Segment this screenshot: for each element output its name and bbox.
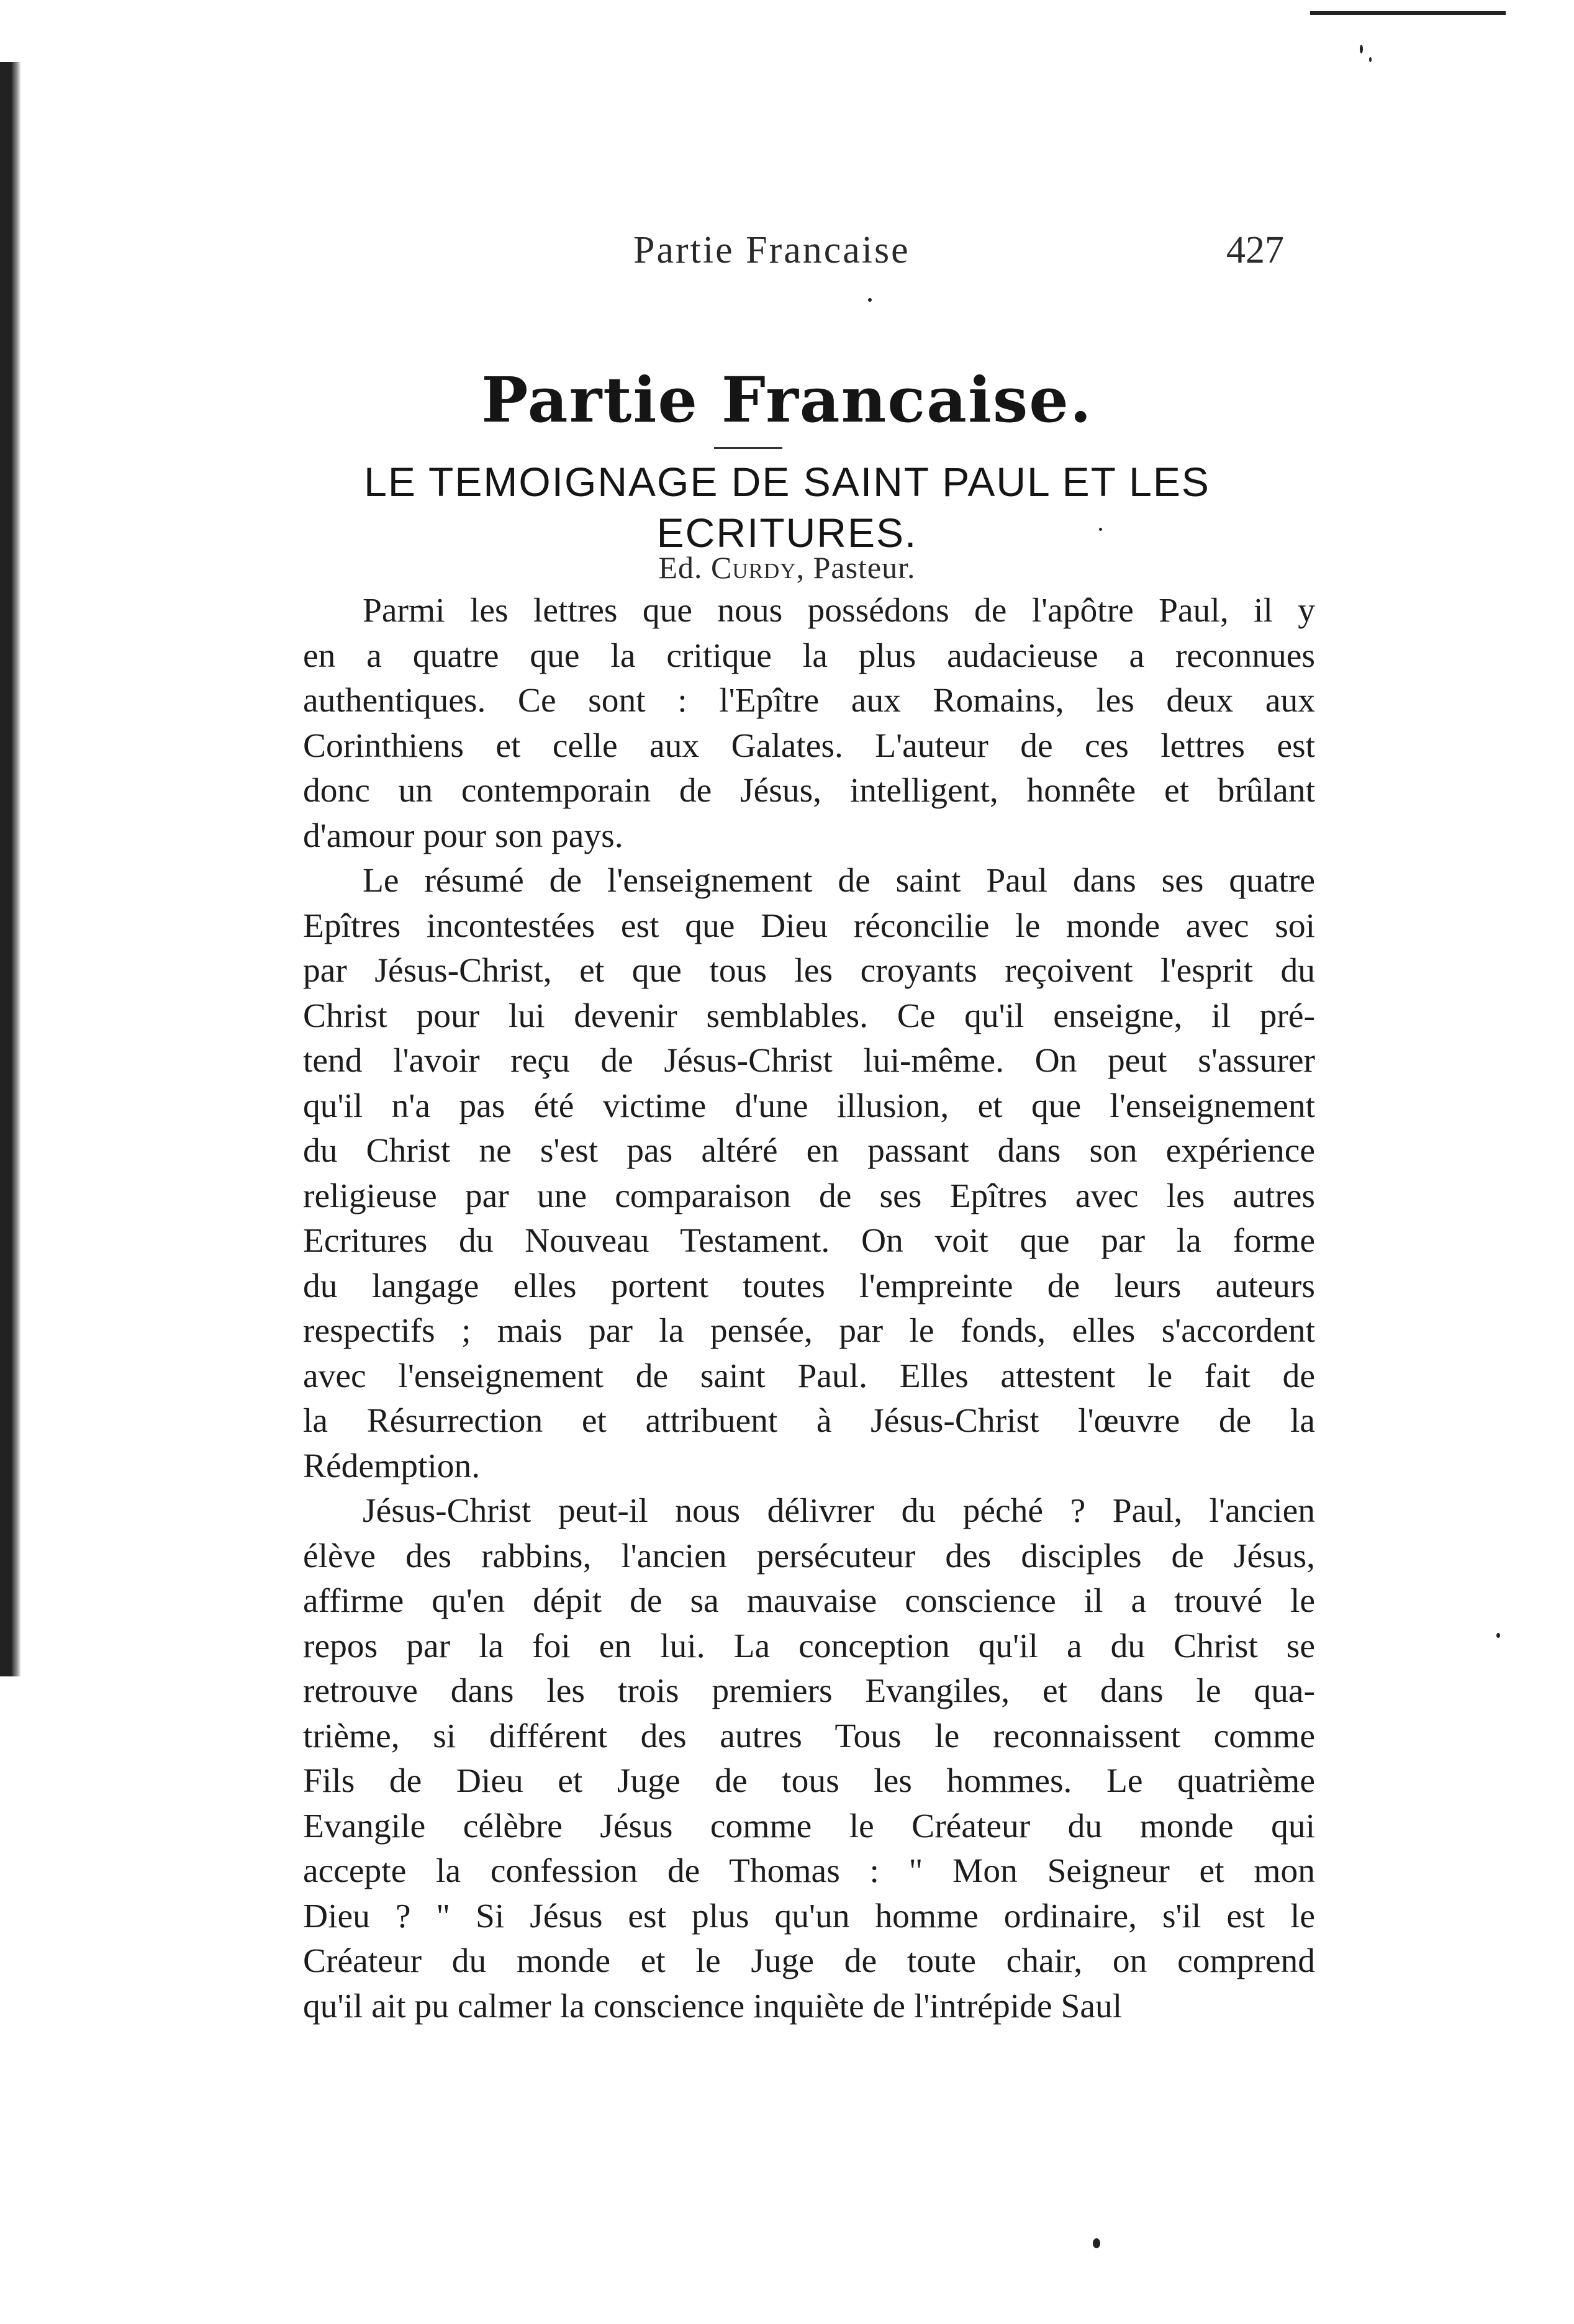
byline-suffix: , Pasteur.	[796, 550, 916, 585]
text-line: religieuse par une comparaison de ses Epîtres avec les autres	[303, 1177, 1315, 1215]
text-line: Epîtres incontestées est que Dieu réconcilie le monde avec soi	[303, 907, 1315, 945]
text-line: d'amour pour son pays.	[303, 816, 623, 855]
text-line: qu'il n'a pas été victime d'une illusion, et que l'enseignement	[303, 1087, 1315, 1125]
running-title: Partie Francaise	[633, 229, 910, 271]
text-line: qu'il ait pu calmer la conscience inquiète de l'intrépide Saul	[303, 1987, 1123, 2025]
text-line: accepte la confession de Thomas : " Mon Seigneur et mon	[303, 1852, 1315, 1890]
scan-speck	[1360, 45, 1363, 53]
text-line: Dieu ? " Si Jésus est plus qu'un homme ordinaire, s'il est le	[303, 1897, 1315, 1935]
text-line: Parmi les lettres que nous possédons de l'apôtre Paul, il y	[363, 592, 1315, 630]
text-line: avec l'enseignement de saint Paul. Elles attestent le fait de	[303, 1357, 1315, 1395]
paragraph	[303, 589, 1315, 859]
text-line: tend l'avoir reçu de Jésus-Christ lui-même. On peut s'assurer	[303, 1042, 1315, 1080]
text-line: par Jésus-Christ, et que tous les croyants reçoivent l'esprit du	[303, 952, 1315, 990]
article-title	[0, 456, 1574, 558]
paragraph	[303, 1489, 1315, 2029]
text-line: affirme qu'en dépit de sa mauvaise conscience il a trouvé le	[303, 1582, 1315, 1620]
text-line: donc un contemporain de Jésus, intelligent, honnête et brûlant	[303, 772, 1315, 810]
text-line: Ecritures du Nouveau Testament. On voit que par la forme	[303, 1222, 1315, 1260]
text-line: Corinthiens et celle aux Galates. L'auteur de ces lettres est	[303, 726, 1315, 765]
article-title-line: LE TEMOIGNAGE DE SAINT PAUL ET LES	[364, 459, 1210, 505]
text-line: trième, si différent des autres Tous le reconnaissent comme	[303, 1717, 1315, 1755]
body-text	[303, 589, 1315, 2029]
text-line: Jésus-Christ peut-il nous délivrer du péché ? Paul, l'ancien	[363, 1492, 1315, 1530]
text-line: Le résumé de l'enseignement de saint Paul dans ses quatre	[363, 862, 1315, 900]
paragraph	[303, 859, 1315, 1489]
byline-prefix: Ed.	[658, 550, 712, 585]
text-line: Créateur du monde et le Juge de toute chair, on comprend	[303, 1942, 1315, 1980]
scan-top-rule	[1310, 11, 1506, 15]
text-line: Rédemption.	[303, 1447, 481, 1485]
text-line: Christ pour lui devenir semblables. Ce qu'il enseigne, il pré-	[303, 997, 1315, 1035]
section-heading: Partie Francaise.	[481, 363, 1093, 436]
scan-speck	[1369, 57, 1372, 62]
text-line: repos par la foi en lui. La conception qu'il a du Christ se	[303, 1627, 1315, 1665]
scan-speck	[1496, 1633, 1500, 1638]
page-number: 427	[1226, 229, 1284, 271]
scan-speck	[868, 298, 872, 302]
scan-speck	[1093, 2238, 1100, 2248]
text-line: la Résurrection et attribuent à Jésus-Christ l'œuvre de la	[303, 1402, 1315, 1440]
scan-left-edge	[0, 62, 21, 1676]
text-line: Fils de Dieu et Juge de tous les hommes. Le quatrième	[303, 1762, 1315, 1800]
running-header	[0, 228, 1574, 284]
text-line: du Christ ne s'est pas altéré en passant dans son expérience	[303, 1132, 1315, 1170]
heading-rule	[714, 447, 782, 449]
text-line: retrouve dans les trois premiers Evangiles, et dans le qua-	[303, 1672, 1315, 1710]
text-line: respectifs ; mais par la pensée, par le fonds, elles s'accordent	[303, 1312, 1315, 1350]
text-line: authentiques. Ce sont : l'Epître aux Romains, les deux aux	[303, 682, 1315, 720]
text-line: élève des rabbins, l'ancien persécuteur des disciples de Jésus,	[303, 1537, 1315, 1575]
byline	[0, 549, 1574, 586]
article-title-line: ECRITURES.	[656, 510, 918, 556]
text-line: du langage elles portent toutes l'empreinte de leurs auteurs	[303, 1267, 1315, 1305]
byline-author: Curdy	[711, 550, 797, 585]
text-line: Evangile célèbre Jésus comme le Créateur du monde qui	[303, 1807, 1315, 1845]
text-line: en a quatre que la critique la plus audacieuse a reconnues	[303, 636, 1315, 675]
